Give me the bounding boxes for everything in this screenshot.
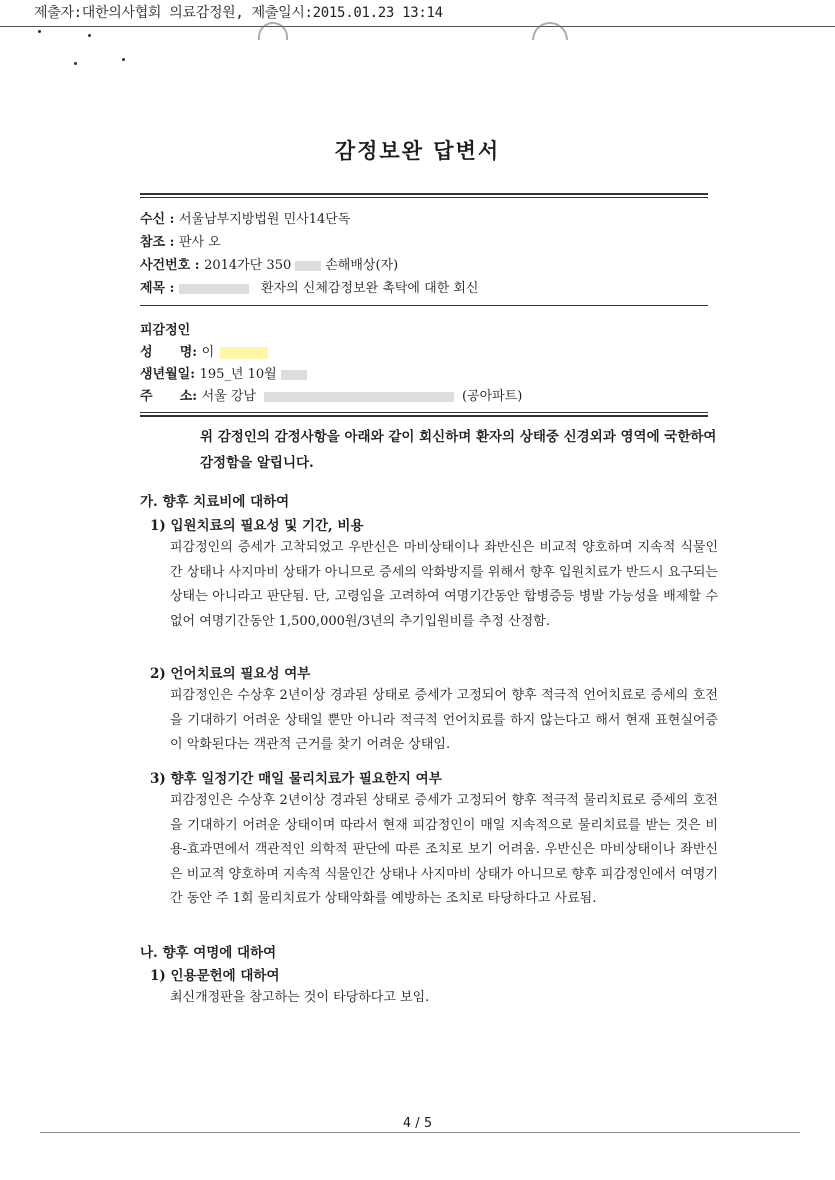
subject-value: 환자의 신체감정보완 촉탁에 대한 회신 bbox=[260, 281, 479, 296]
name-label: 성 명 bbox=[140, 345, 193, 360]
section-ga3-title: 3) 향후 일정기간 매일 물리치료가 필요한지 여부 bbox=[150, 771, 442, 787]
separator: : bbox=[192, 389, 202, 404]
patient-heading: 피감정인 bbox=[140, 323, 191, 338]
address-label: 주 소 bbox=[140, 389, 193, 404]
case-value: 2014가단 350 bbox=[204, 258, 292, 273]
case-suffix: 손해배상(자) bbox=[325, 258, 399, 273]
recipient-value: 서울남부지방법원 민사14단독 bbox=[178, 212, 351, 227]
name-value: 이 bbox=[201, 345, 215, 360]
divider bbox=[140, 305, 708, 306]
divider bbox=[140, 197, 708, 198]
fax-header-text: 제출자:대한의사협회 의료감정원, 제출일시:2015.01.23 13:14 bbox=[34, 5, 443, 21]
redaction-mark bbox=[281, 370, 307, 380]
case-label: 사건번호 bbox=[140, 258, 191, 273]
reference-label: 참조 bbox=[140, 235, 166, 250]
section-ga2-title: 2) 언어치료의 필요성 여부 bbox=[150, 666, 311, 682]
reference-value: 판사 오 bbox=[178, 235, 221, 250]
patient-section-label bbox=[140, 320, 190, 342]
redaction-mark bbox=[264, 392, 454, 402]
section-ga1-title: 1) 입원치료의 필요성 및 기간, 비용 bbox=[150, 518, 364, 534]
section-na1-text: 최신개정판을 참고하는 것이 타당하다고 보임. bbox=[170, 990, 430, 1005]
scan-speck bbox=[74, 62, 77, 65]
separator: : bbox=[190, 367, 200, 382]
subject-row bbox=[140, 278, 478, 300]
scan-speck bbox=[122, 58, 125, 61]
address-value: 서울 강남 bbox=[201, 389, 256, 404]
notice-text: 위 감정인의 감정사항을 아래와 같이 회신하며 환자의 상태중 신경외과 영역에 국한하여 감정함을 알립니다. bbox=[200, 429, 717, 471]
page-number: 4 / 5 bbox=[402, 1116, 433, 1131]
divider bbox=[140, 412, 708, 413]
separator: : bbox=[190, 258, 205, 273]
section-ga-title: 가. 향후 치료비에 대하여 bbox=[140, 494, 290, 510]
redaction-mark bbox=[179, 284, 249, 294]
section-na-title: 나. 향후 여명에 대하여 bbox=[140, 945, 277, 961]
case-row bbox=[140, 255, 398, 277]
reference-row bbox=[140, 232, 221, 254]
fax-header bbox=[0, 0, 835, 27]
section-ga2-text: 피감정인은 수상후 2년이상 경과된 상태로 증세가 고정되어 향후 적극적 언어치료로 증세의 호전을 기대하기 어려운 상태일 뿐만 아니라 적극적 언어치료를 하지 않는다고 해서 현재 표현실어증이 악화된다는 객관적 근거를 찾기 어려운 상태임. bbox=[170, 688, 718, 752]
separator: : bbox=[165, 212, 179, 227]
divider bbox=[140, 415, 708, 417]
page-title: 감정보완 답변서 bbox=[334, 138, 501, 163]
birth-value: 195_년 10월 bbox=[199, 367, 277, 382]
separator: : bbox=[192, 345, 202, 360]
subject-label: 제목 bbox=[140, 281, 166, 296]
separator: : bbox=[165, 281, 179, 296]
footer-divider bbox=[40, 1132, 800, 1133]
patient-name-row bbox=[140, 342, 268, 364]
redaction-mark bbox=[295, 261, 321, 271]
separator: : bbox=[165, 235, 179, 250]
address-suffix: (공아파트) bbox=[461, 389, 523, 404]
recipient-label: 수신 bbox=[140, 212, 166, 227]
scan-speck bbox=[88, 34, 91, 37]
patient-address-row bbox=[140, 386, 522, 408]
section-na1-title: 1) 인용문헌에 대하여 bbox=[150, 968, 280, 984]
scan-speck bbox=[38, 30, 41, 33]
recipient-row bbox=[140, 209, 350, 231]
highlight-mark bbox=[220, 347, 268, 359]
section-ga1-text: 피감정인의 증세가 고착되었고 우반신은 마비상태이나 좌반신은 비교적 양호하며 지속적 식물인간 상태나 사지마비 상태가 아니므로 증세의 악화방지를 위해서 향후 입원치료가 반드시 요구되는 상태는 아니라고 판단됨. 단, 고령임을 고려하여 여명기간동안 합병증등 병발 가능성을 배제할 수 없어 여명기간동안 1,500,000원/3년의 추기입원비를 추정 산정함. bbox=[170, 540, 718, 629]
patient-birth-row bbox=[140, 364, 307, 386]
section-ga3-text: 피감정인은 수상후 2년이상 경과된 상태로 증세가 고정되어 향후 적극적 물리치료로 증세의 호전을 기대하기 어려운 상태이며 따라서 현재 피감정인이 매일 지속적으로 물리치료를 받는 것은 비용-효과면에서 객관적인 의학적 판단에 따른 조치로 보기 어려움. 우반신은 마비상태이나 좌반신은 비교적 양호하며 지속적 식물인간 상태나 사지마비 상태가 아니므로 향후 피감정인에서 여명기간 동안 주 1회 물리치료가 상태악화를 예방하는 조치로 타당하다고 사료됨. bbox=[170, 793, 718, 906]
divider bbox=[140, 193, 708, 195]
birth-label: 생년월일 bbox=[140, 367, 191, 382]
